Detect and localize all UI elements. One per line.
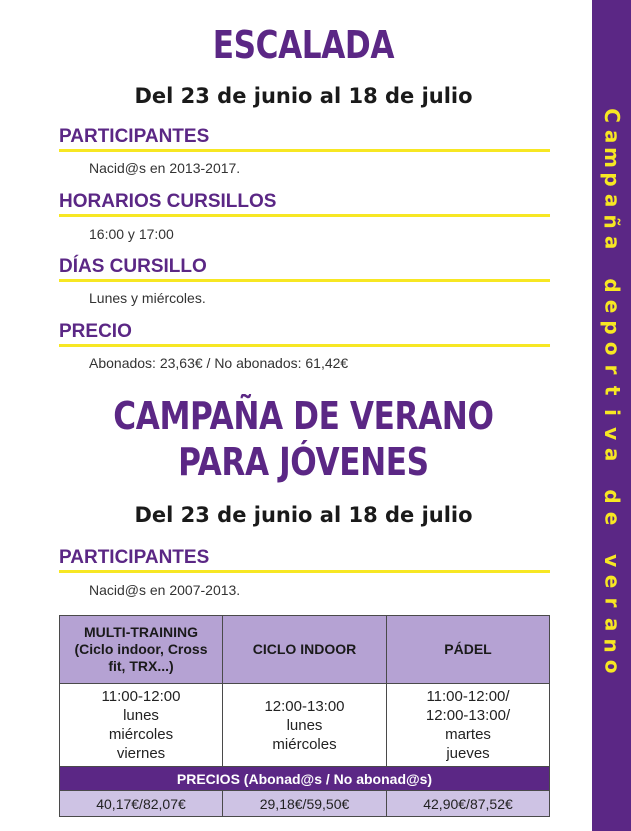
side-band-char: p xyxy=(600,171,625,187)
price-multi-training: 40,17€/82,07€ xyxy=(60,791,223,817)
prices-label: PRECIOS (Abonad@s / No abonad@s) xyxy=(60,767,550,791)
price-padel: 42,90€/87,52€ xyxy=(387,791,550,817)
jovenes-dates: Del 23 de junio al 18 de julio xyxy=(134,503,473,527)
table-header-row xyxy=(60,616,550,684)
side-band-char xyxy=(601,472,622,479)
side-band-char: v xyxy=(600,426,625,440)
jovenes-title-line2: PARA JÓVENES xyxy=(178,440,429,484)
escalada-dates: Del 23 de junio al 18 de julio xyxy=(134,84,473,108)
escalada-participants-text: Nacid@s en 2013-2017. xyxy=(89,160,241,176)
side-band-char: e xyxy=(600,574,625,589)
header-padel: PÁDEL xyxy=(387,616,550,684)
price-ciclo-indoor: 29,18€/59,50€ xyxy=(223,791,387,817)
side-band-char: ñ xyxy=(600,214,625,229)
side-band-char: a xyxy=(600,193,625,208)
side-band-char: e xyxy=(600,511,625,525)
schedule-padel: 11:00-12:00/ 12:00-13:00/ martes jueves xyxy=(387,684,550,767)
header-multi-training: MULTI-TRAINING (Ciclo indoor, Cross fit, TRX...) xyxy=(60,616,223,684)
side-band-char: i xyxy=(600,408,625,416)
side-band-char: a xyxy=(600,447,625,462)
escalada-title: ESCALADA xyxy=(212,23,395,67)
schedule-ciclo-indoor: 12:00-13:00 lunes miércoles xyxy=(223,684,387,767)
side-band-char: a xyxy=(600,235,625,250)
escalada-hours-heading: HORARIOS CURSILLOS xyxy=(59,190,550,217)
side-band-char: a xyxy=(600,617,625,631)
side-band-char: r xyxy=(600,364,625,375)
side-band-char: t xyxy=(600,386,625,396)
schedule-table xyxy=(59,615,550,817)
escalada-price-heading: PRECIO xyxy=(59,320,550,347)
side-band-char: n xyxy=(600,638,625,653)
escalada-participants-heading: PARTICIPANTES xyxy=(59,125,550,152)
header-ciclo-indoor: CICLO INDOOR xyxy=(223,616,387,684)
escalada-days-text: Lunes y miércoles. xyxy=(89,290,206,306)
table-prices-row xyxy=(60,791,550,817)
table-prices-label-row xyxy=(60,767,550,791)
table-schedule-row xyxy=(60,684,550,767)
escalada-hours-text: 16:00 y 17:00 xyxy=(89,226,174,242)
side-band-char: d xyxy=(600,489,625,505)
side-band-char xyxy=(601,260,622,267)
side-band-char: C xyxy=(600,108,625,123)
side-band-char: o xyxy=(600,659,625,674)
side-band-text xyxy=(592,105,631,677)
side-band-char: d xyxy=(600,277,625,293)
side-band-char: r xyxy=(600,597,625,608)
side-band-char: e xyxy=(600,299,625,314)
schedule-multi-training: 11:00-12:00 lunes miércoles viernes xyxy=(60,684,223,767)
side-band-char: a xyxy=(600,130,625,144)
side-band-char: v xyxy=(600,554,625,568)
side-band-char: m xyxy=(600,147,625,169)
side-band-char: p xyxy=(600,320,625,335)
jovenes-participants-heading: PARTICIPANTES xyxy=(59,546,550,573)
escalada-days-heading: DÍAS CURSILLO xyxy=(59,255,550,282)
side-band-char xyxy=(601,536,622,543)
jovenes-participants-text: Nacid@s en 2007-2013. xyxy=(89,582,241,598)
jovenes-title-line1: CAMPAÑA DE VERANO xyxy=(113,394,494,438)
side-band-char: o xyxy=(600,341,625,356)
escalada-price-text: Abonados: 23,63€ / No abonados: 61,42€ xyxy=(89,355,349,371)
side-band xyxy=(592,0,631,831)
